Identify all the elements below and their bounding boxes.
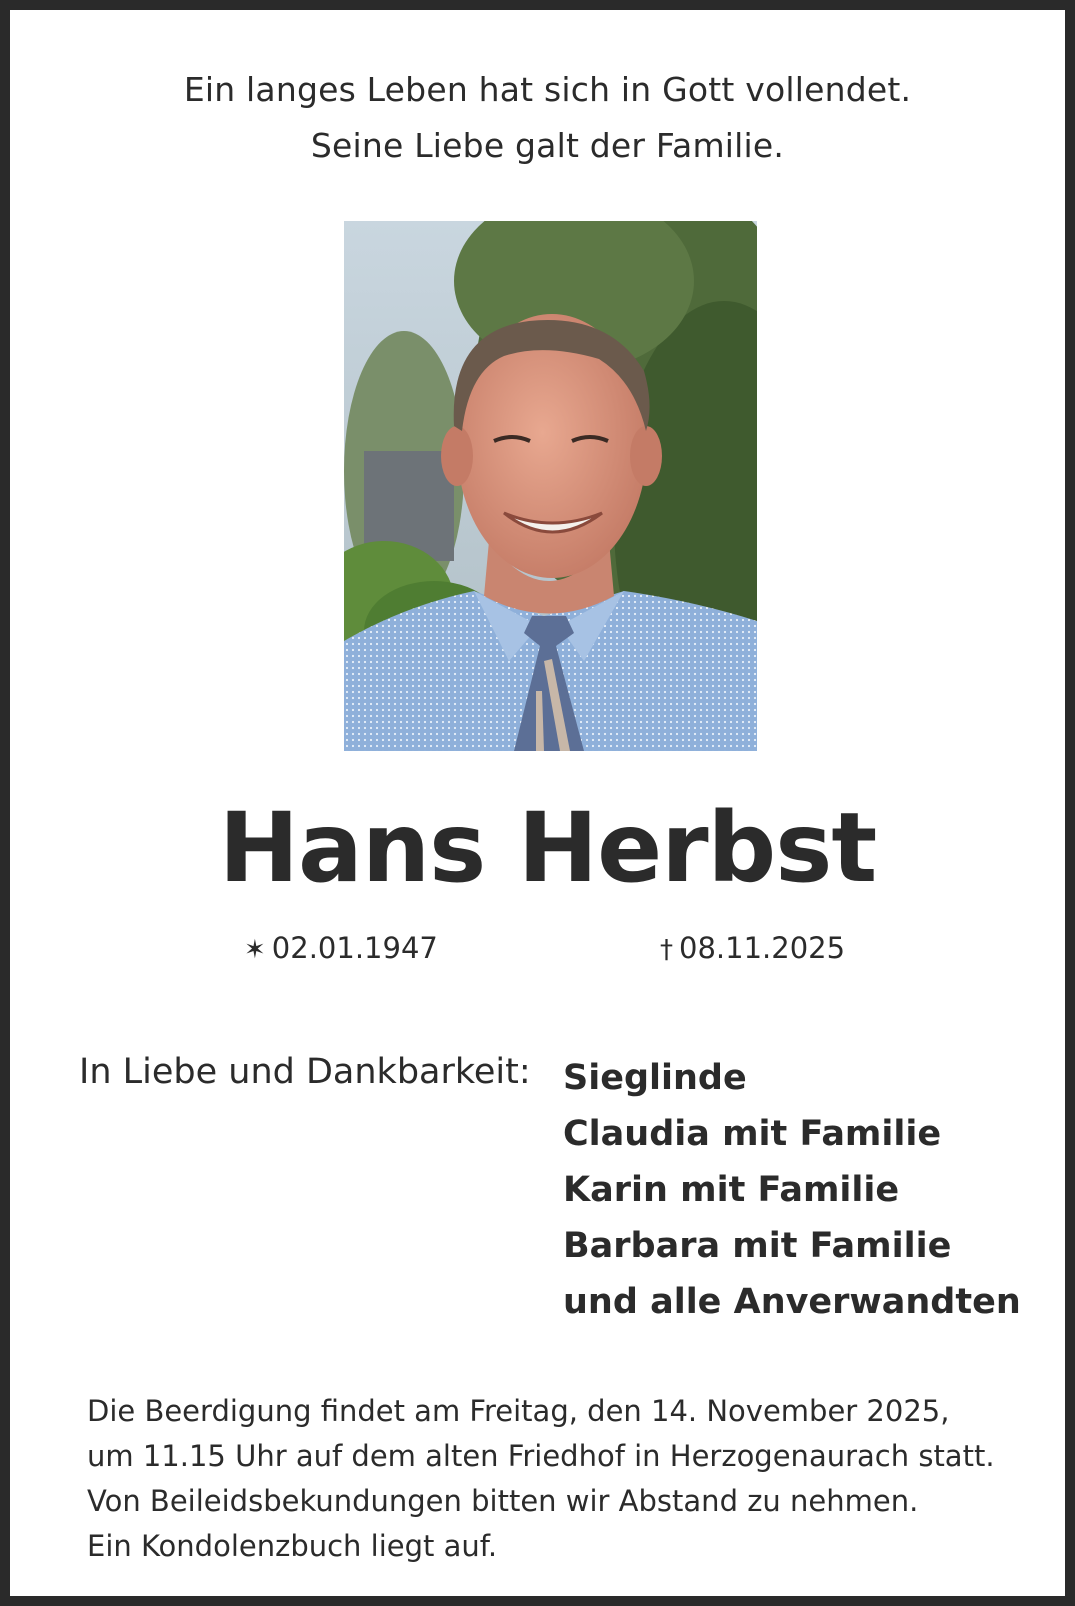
cross-icon: † — [660, 935, 673, 965]
death-date: 08.11.2025 — [679, 931, 846, 965]
motto — [10, 62, 1075, 174]
notice-line-2: um 11.15 Uhr auf dem alten Friedhof in Herzogenaurach statt. — [87, 1439, 995, 1473]
deceased-name: Hans Herbst — [218, 792, 877, 904]
birth-date-line — [244, 928, 438, 970]
funeral-notice — [87, 1389, 995, 1569]
mourner-name: Sieglinde — [563, 1058, 747, 1098]
mourner-name: Karin mit Familie — [563, 1170, 900, 1210]
mourners-label: In Liebe und Dankbarkeit: — [79, 1052, 531, 1092]
death-date-line — [660, 928, 845, 970]
birth-date: 02.01.1947 — [271, 931, 438, 965]
mourner-name: Claudia mit Familie — [563, 1114, 942, 1154]
motto-line-1: Ein langes Leben hat sich in Gott vollendet. — [183, 70, 912, 109]
star-icon: ✶ — [244, 935, 266, 965]
mourners-list — [563, 1050, 1021, 1330]
mourner-name: und alle Anverwandten — [563, 1282, 1021, 1322]
mourner-name: Barbara mit Familie — [563, 1226, 952, 1266]
motto-line-2: Seine Liebe galt der Familie. — [310, 126, 785, 165]
notice-line-3: Von Beileidsbekundungen bitten wir Abstand zu nehmen. — [87, 1484, 919, 1518]
notice-line-4: Ein Kondolenzbuch liegt auf. — [87, 1529, 498, 1563]
notice-line-1: Die Beerdigung findet am Freitag, den 14. November 2025, — [87, 1394, 950, 1428]
portrait-photo — [344, 221, 757, 751]
